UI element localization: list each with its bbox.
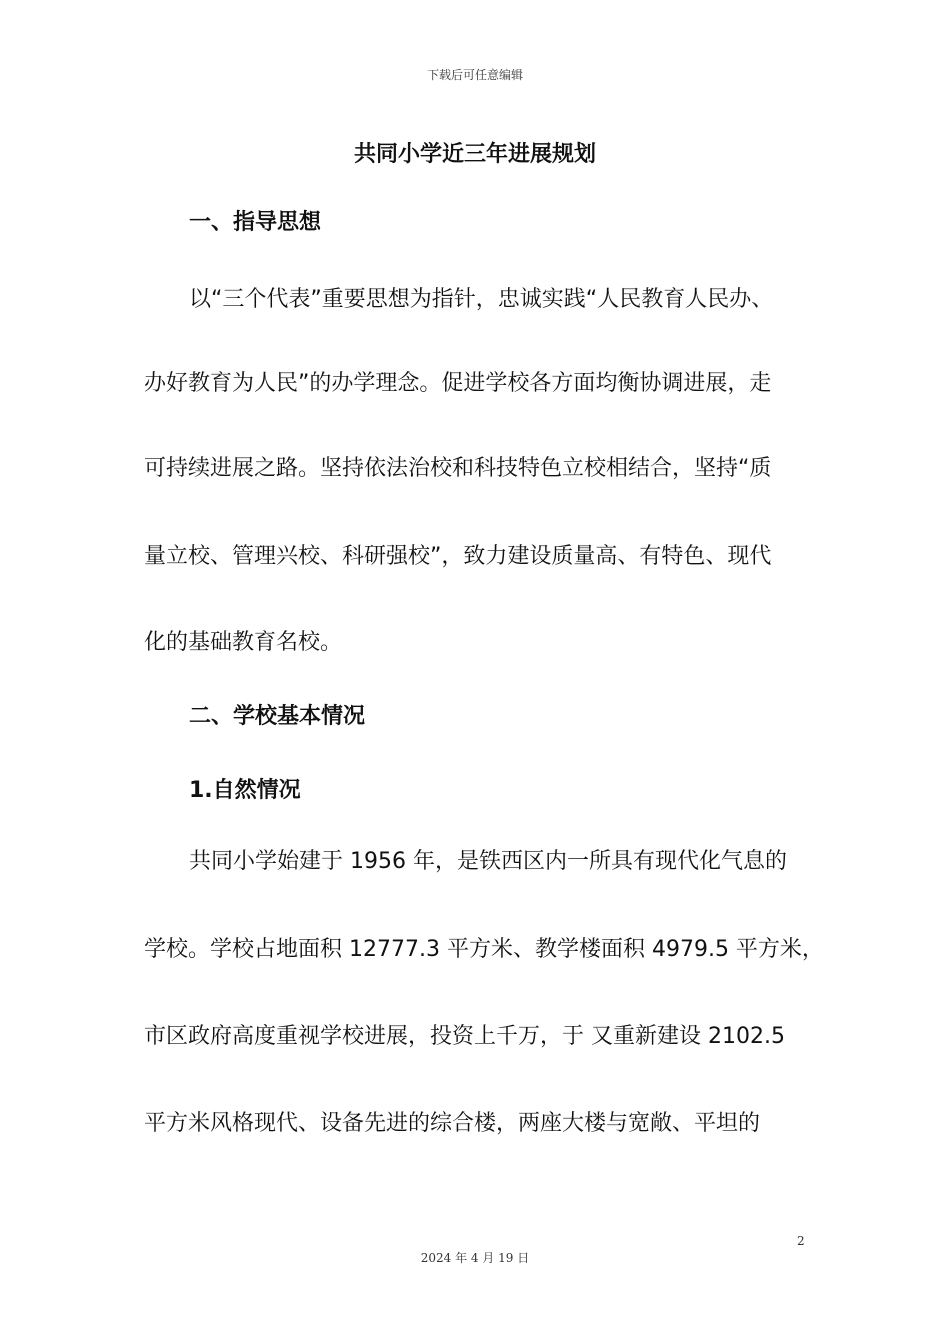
paragraph-line: 量立校、管理兴校、科研强校”，致力建设质量高、有特色、现代	[144, 544, 772, 569]
paragraph-line: 办好教育为人民”的办学理念。促进学校各方面均衡协调进展，走	[144, 371, 772, 396]
paragraph-line: 学校。学校占地面积 12777.3 平方米、教学楼面积 4979.5 平方米，	[144, 937, 824, 962]
subsection-heading-natural-situation: 1.自然情况	[189, 778, 301, 803]
paragraph-line: 市区政府高度重视学校进展，投资上千万，于 又重新建设 2102.5	[144, 1024, 785, 1049]
paragraph-line: 以“三个代表”重要思想为指针，忠诚实践“人民教育人民办、	[189, 287, 774, 312]
section-heading-guiding-ideology: 一、指导思想	[189, 210, 322, 235]
paragraph-line: 平方米风格现代、设备先进的综合楼，两座大楼与宽敞、平坦的	[144, 1111, 761, 1136]
page-number: 2	[797, 1234, 805, 1248]
header-note: 下载后可任意编辑	[426, 68, 523, 82]
document-title: 共同小学近三年进展规划	[353, 142, 596, 167]
paragraph-line: 可持续进展之路。坚持依法治校和科技特色立校相结合，坚持“质	[144, 456, 772, 481]
paragraph-line: 化的基础教育名校。	[144, 630, 343, 655]
section-heading-school-basics: 二、学校基本情况	[189, 704, 366, 729]
paragraph-line: 共同小学始建于 1956 年，是铁西区内一所具有现代化气息的	[189, 849, 787, 874]
footer-date: 2024 年 4 月 19 日	[420, 1251, 530, 1265]
